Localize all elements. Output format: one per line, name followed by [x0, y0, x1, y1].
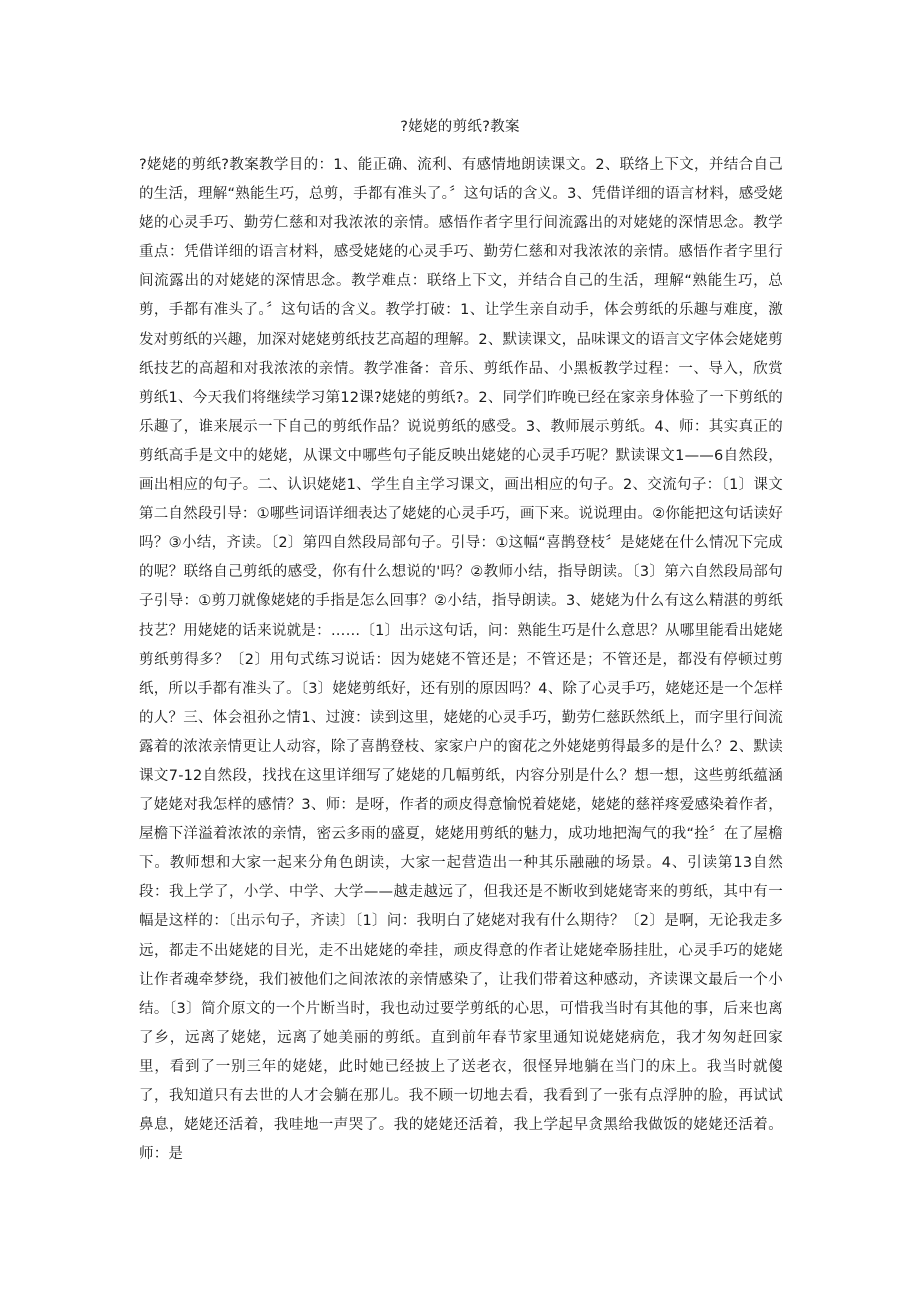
document-title: ?姥姥的剪纸?教案	[400, 119, 520, 135]
document-body-text: ?姥姥的剪纸?教案教学目的：1、能正确、流利、有感情地朗读课文。2、联络上下文，并结合自己的生活，理解“熟能生巧，总剪，手都有准头了。〞这句话的含义。3、凭借详细的语言材料，感受姥姥的心灵手巧、勤劳仁慈和对我浓浓的亲情。感悟作者字里行间流露出的对姥姥的深情思念。教学重点：凭借详细的语言材料，感受姥姥的心灵手巧、勤劳仁慈和对我浓浓的亲情。感悟作者字里行间流露出的对姥姥的深情思念。教学难点：联络上下文，并结合自己的生活，理解“熟能生巧，总剪，手都有准头了。〞这句话的含义。教学打破：1、让学生亲自动手，体会剪纸的乐趣与难度，激发对剪纸的兴趣，加深对姥姥剪纸技艺高超的理解。2、默读课文，品味课文的语言文字体会姥姥剪纸技艺的高超和对我浓浓的亲情。教学准备：音乐、剪纸作品、小黑板教学过程：一、导入，欣赏剪纸1、今天我们将继续学习第12课?姥姥的剪纸?。2、同学们昨晚已经在家亲身体验了一下剪纸的乐趣了，谁来展示一下自己的剪纸作品？说说剪纸的感受。3、教师展示剪纸。4、师：其实真正的剪纸高手是文中的姥姥，从课文中哪些句子能反映出姥姥的心灵手巧呢？默读课文1——6自然段，画出相应的句子。二、认识姥姥1、学生自主学习课文，画出相应的句子。2、交流句子：〔1〕课文第二自然段引导：①哪些词语详细表达了姥姥的心灵手巧，画下来。说说理由。②你能把这句话读好吗？③小结，齐读。〔2〕第四自然段局部句子。引导：①这幅“喜鹊登枝〞是姥姥在什么情况下完成的呢？联络自己剪纸的感受，你有什么想说的'吗？②教师小结，指导朗读。〔3〕第六自然段局部句子引导：①剪刀就像姥姥的手指是怎么回事？②小结，指导朗读。3、姥姥为什么有这么精湛的剪纸技艺？用姥姥的话来说就是：……〔1〕出示这句话，问：熟能生巧是什么意思？从哪里能看出姥姥剪纸剪得多？〔2〕用句式练习说话：因为姥姥不管还是；不管还是；不管还是，都没有停顿过剪纸，所以手都有准头了。〔3〕姥姥剪纸好，还有别的原因吗？4、除了心灵手巧，姥姥还是一个怎样的人？三、体会祖孙之情1、过渡：读到这里，姥姥的心灵手巧，勤劳仁慈跃然纸上，而字里行间流露着的浓浓亲情更让人动容，除了喜鹊登枝、家家户户的窗花之外姥姥剪得最多的是什么？2、默读课文7-12自然段，找找在这里详细写了姥姥的几幅剪纸，内容分别是什么？想一想，这些剪纸蕴涵了姥姥对我怎样的感情？3、师：是呀，作者的顽皮得意愉悦着姥姥，姥姥的慈祥疼爱感染着作者，屋檐下洋溢着浓浓的亲情，密云多雨的盛夏，姥姥用剪纸的魅力，成功地把淘气的我“拴〞在了屋檐下。教师想和大家一起来分角色朗读，大家一起营造出一种其乐融融的场景。4、引读第13自然段：我上学了，小学、中学、大学——越走越远了，但我还是不断收到姥姥寄来的剪纸，其中有一幅是这样的：〔出示句子，齐读〕〔1〕问：我明白了姥姥对我有什么期待？〔2〕是啊，无论我走多远，都走不出姥姥的目光，走不出姥姥的牵挂，顽皮得意的作者让姥姥牵肠挂肚，心灵手巧的姥姥让作者魂牵梦绕，我们被他们之间浓浓的亲情感染了，让我们带着这种感动，齐读课文最后一个小结。〔3〕简介原文的一个片断当时，我也动过要学剪纸的心思，可惜我当时有其他的事，后来也离了乡，远离了姥姥，远离了她美丽的剪纸。直到前年春节家里通知说姥姥病危，我才匆匆赶回家里，看到了一别三年的姥姥，此时她已经披上了送老衣，很怪异地躺在当门的床上。我当时就傻了，我知道只有去世的人才会躺在那儿。我不顾一切地去看，我看到了一张有点浮肿的脸，再试试鼻息，姥姥还活着，我哇地一声哭了。我的姥姥还活着，我上学起早贪黑给我做饭的姥姥还活着。师：是	[139, 157, 783, 1163]
